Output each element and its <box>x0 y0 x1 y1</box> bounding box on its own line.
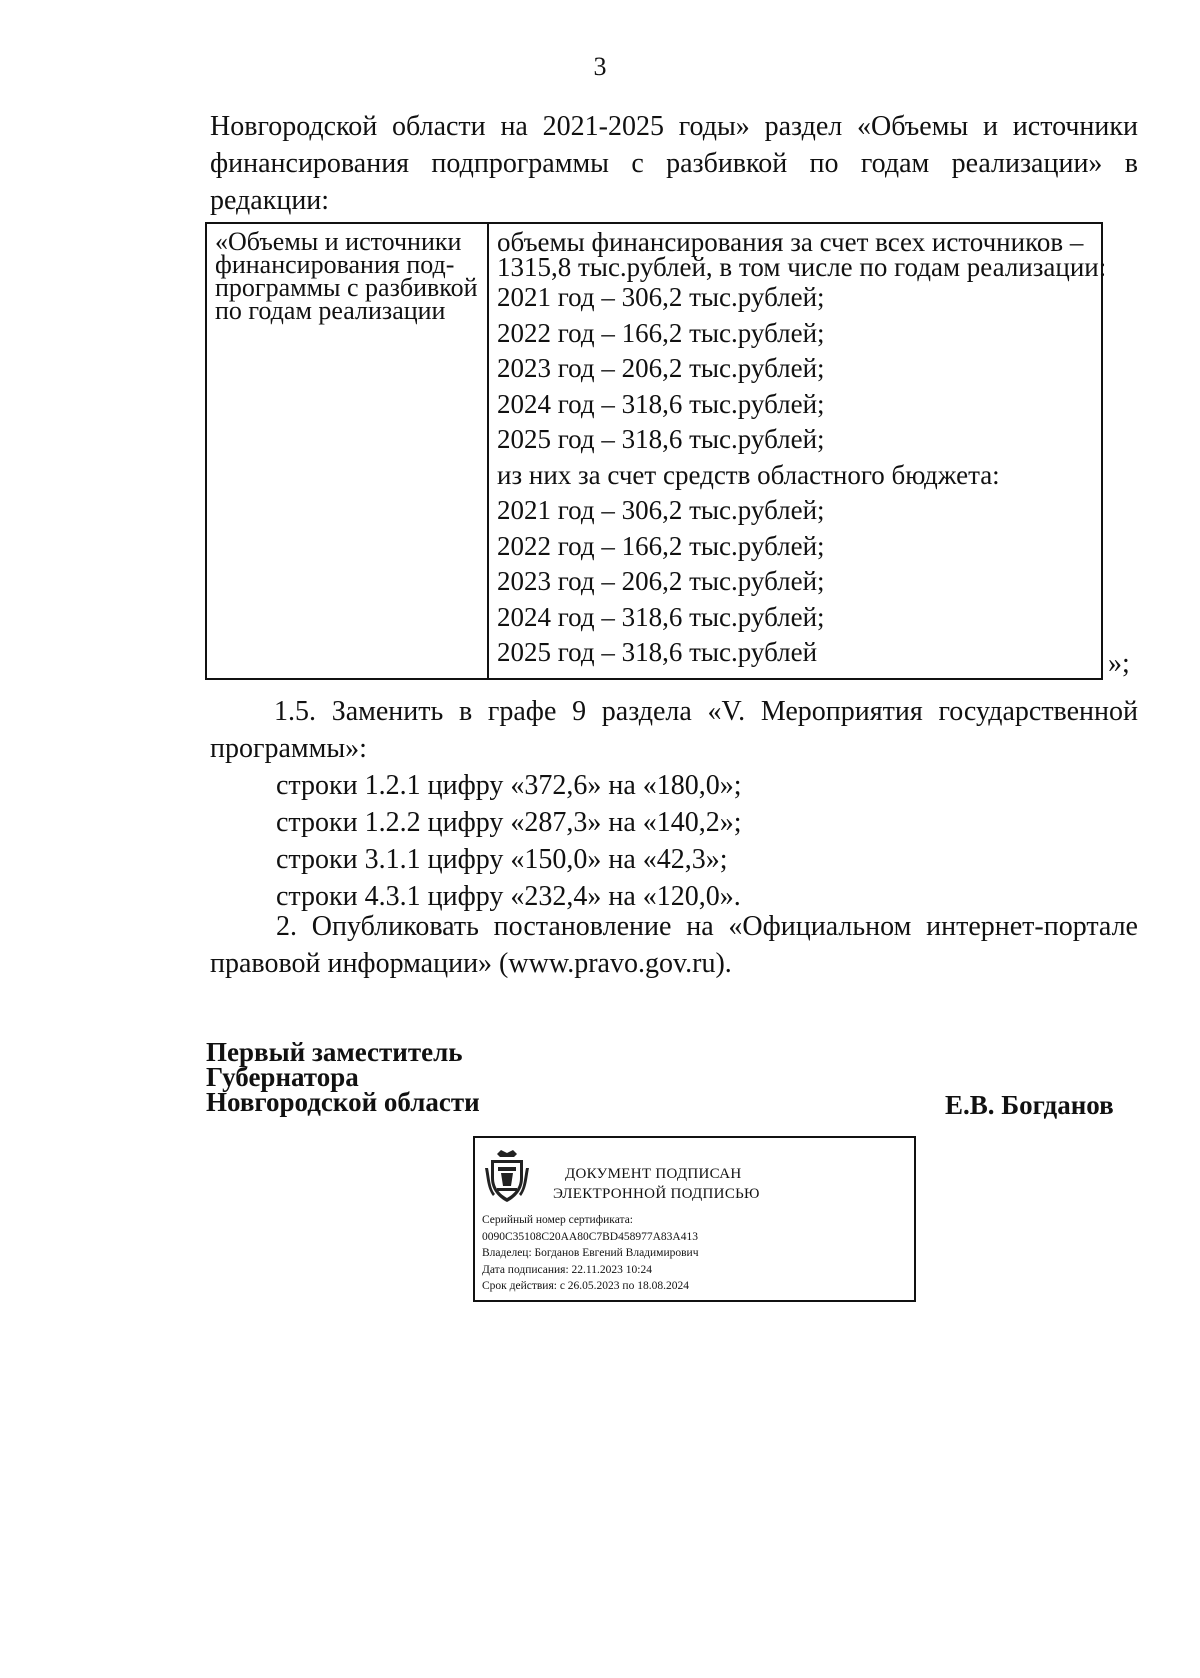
stamp-validity: Срок действия: с 26.05.2023 по 18.08.2024 <box>482 1280 689 1292</box>
intro-line: Новгородской области на 2021-2025 годы» раздел «Объемы и источники <box>210 111 1138 142</box>
signer-name: Е.В. Богданов <box>945 1090 1114 1120</box>
intro-line: финансирования подпрограммы с разбивкой по годам реализации» в <box>210 148 1138 179</box>
stamp-sign-date: Дата подписания: 22.11.2023 10:24 <box>482 1263 652 1276</box>
signatory-title-line: Новгородской области <box>206 1087 480 1117</box>
stamp-title <box>553 1164 760 1204</box>
funding-row: из них за счет средств областного бюджета: <box>497 459 1000 490</box>
item-1-5-paragraph <box>210 693 1138 767</box>
intro-paragraph <box>210 108 1138 219</box>
table-left-cell <box>215 227 483 325</box>
replacement-item: строки 3.1.1 цифру «150,0» на «42,3»; <box>276 844 728 875</box>
funding-row: 2025 год – 318,6 тыс.рублей; <box>497 424 825 454</box>
item-2-paragraph <box>210 908 1138 982</box>
left-cell-line: финансирования под- <box>215 250 455 279</box>
table-closing-quote: »; <box>1108 648 1130 679</box>
table-right-cell <box>497 227 1107 671</box>
funding-row: 2023 год – 206,2 тыс.рублей; <box>497 353 825 383</box>
funding-row: 2022 год – 166,2 тыс.рублей; <box>497 530 825 561</box>
signatory-title-line: Первый заместитель <box>206 1037 463 1067</box>
replacement-item: строки 1.2.2 цифру «287,3» на «140,2»; <box>276 807 742 838</box>
intro-line: редакции: <box>210 185 330 216</box>
right-cell-heading-line: 1315,8 тыс.рублей, в том числе по годам реализации: <box>497 252 1107 282</box>
replacement-item: строки 4.3.1 цифру «232,4» на «120,0». <box>276 881 741 912</box>
coat-of-arms-icon <box>483 1148 531 1204</box>
stamp-title-line: ДОКУМЕНТ ПОДПИСАН <box>565 1166 742 1182</box>
funding-row: 2024 год – 318,6 тыс.рублей; <box>497 601 825 632</box>
left-cell-line: по годам реализации <box>215 296 446 325</box>
stamp-details <box>482 1212 698 1295</box>
stamp-owner: Владелец: Богданов Евгений Владимирович <box>482 1247 699 1259</box>
funding-row: 2021 год – 306,2 тыс.рублей; <box>497 282 825 312</box>
item-2-line: правовой информации» (www.pravo.gov.ru). <box>210 948 732 979</box>
funding-row: 2024 год – 318,6 тыс.рублей; <box>497 388 825 419</box>
signatory-title-line: Губернатора <box>206 1062 359 1092</box>
table-column-divider <box>487 224 489 678</box>
left-cell-line: «Объемы и источники <box>215 227 462 256</box>
replacements-list <box>276 767 742 915</box>
right-cell-heading-line: объемы финансирования за счет всех источников – <box>497 227 1084 257</box>
item-1-5-line: программы»: <box>210 733 367 764</box>
stamp-certificate-number: 0090C35108C20AA80C7BD458977A83A413 <box>482 1230 698 1243</box>
page-number: 3 <box>593 52 607 81</box>
funding-row: 2022 год – 166,2 тыс.рублей; <box>497 317 825 348</box>
funding-row: 2023 год – 206,2 тыс.рублей; <box>497 566 825 596</box>
item-1-5-line: 1.5. Заменить в графе 9 раздела «V. Мероприятия государственной <box>274 696 1138 727</box>
item-2-line: 2. Опубликовать постановление на «Официальном интернет-портале <box>276 911 1138 942</box>
stamp-title-line: ЭЛЕКТРОННОЙ ПОДПИСЬЮ <box>553 1186 760 1202</box>
funding-row: 2021 год – 306,2 тыс.рублей; <box>497 495 825 525</box>
replacement-item: строки 1.2.1 цифру «372,6» на «180,0»; <box>276 770 742 801</box>
funding-table <box>205 222 1107 680</box>
electronic-signature-stamp <box>473 1136 916 1302</box>
left-cell-line: программы с разбивкой <box>215 273 478 302</box>
stamp-certificate-label: Серийный номер сертификата: <box>482 1214 633 1226</box>
signatory-title <box>206 1037 480 1117</box>
funding-row: 2025 год – 318,6 тыс.рублей <box>497 637 818 667</box>
